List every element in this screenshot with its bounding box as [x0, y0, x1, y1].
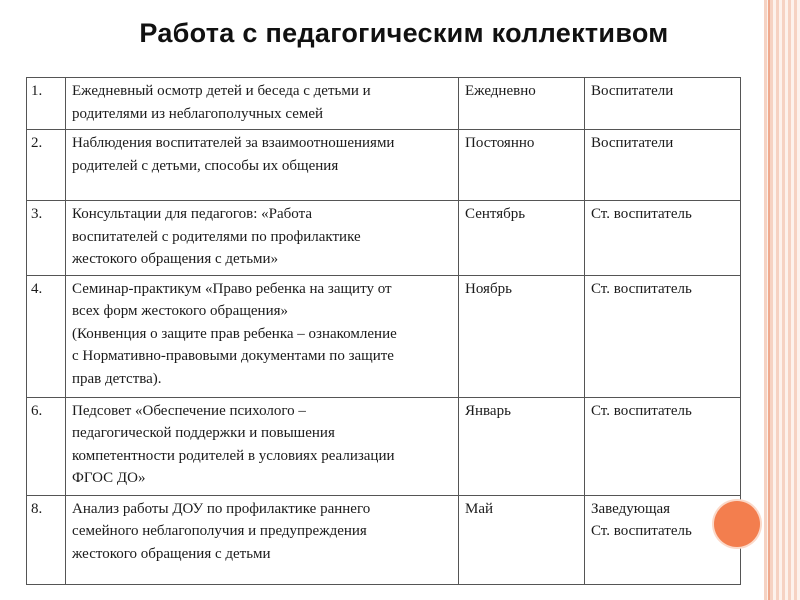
activity-line: компетентности родителей в условиях реализации [72, 447, 395, 464]
activity-cell [66, 130, 459, 201]
responsible-cell [585, 130, 741, 201]
activity-cell [66, 275, 459, 397]
table-row [27, 201, 741, 276]
decorative-side-stripes [764, 0, 800, 600]
responsible-line: Воспитатели [591, 135, 674, 151]
timing-cell: Ноябрь [459, 275, 585, 397]
responsible-line: Ст. воспитатель [591, 206, 692, 222]
timing-cell: Постоянно [459, 130, 585, 201]
row-number: 3. [27, 201, 66, 276]
activity-line: Педсовет «Обеспечение психолого – [72, 402, 306, 419]
activity-cell [66, 397, 459, 495]
row-number: 6. [27, 397, 66, 495]
table-row [27, 397, 741, 495]
activity-line: Анализ работы ДОУ по профилактике раннего [72, 500, 371, 517]
timing-cell: Сентябрь [459, 201, 585, 276]
decorative-orange-circle [714, 501, 760, 547]
timing-cell: Январь [459, 397, 585, 495]
activity-line: Наблюдения воспитателей за взаимоотношениями [72, 135, 395, 151]
responsible-line: Ст. воспитатель [591, 280, 692, 297]
activity-line: прав детства). [72, 370, 162, 387]
activity-line: Семинар-практикум «Право ребенка на защиту от [72, 280, 392, 297]
activity-line: жестокого обращения с детьми [72, 545, 271, 562]
row-number: 2. [27, 130, 66, 201]
activity-line: (Конвенция о защите прав ребенка – ознакомление [72, 325, 397, 342]
row-number: 1. [27, 78, 66, 130]
row-number: 8. [27, 495, 66, 584]
activity-line: семейного неблагополучия и предупреждения [72, 523, 367, 539]
responsible-cell [585, 275, 741, 397]
activity-line: с Нормативно-правовыми документами по защите [72, 348, 394, 364]
activity-line: воспитателей с родителями по профилактике [72, 228, 361, 245]
responsible-cell [585, 78, 741, 130]
responsible-line: Ст. воспитатель [591, 402, 692, 419]
timing-cell: Май [459, 495, 585, 584]
activity-line: родителей с детьми, способы их общения [72, 157, 339, 174]
activity-line: ФГОС ДО» [72, 470, 146, 486]
activity-line: Ежедневный осмотр детей и беседа с детьми и [72, 83, 371, 99]
table-row [27, 130, 741, 201]
table-row [27, 78, 741, 130]
timing-cell: Ежедневно [459, 78, 585, 130]
activity-cell [66, 201, 459, 276]
activities-table [26, 77, 741, 585]
activity-line: Консультации для педагогов: «Работа [72, 206, 312, 222]
activity-cell [66, 78, 459, 130]
activity-line: педагогической поддержки и повышения [72, 425, 335, 441]
responsible-cell [585, 495, 741, 584]
responsible-cell [585, 397, 741, 495]
table-row [27, 275, 741, 397]
activity-line: родителями из неблагополучных семей [72, 105, 324, 122]
responsible-cell [585, 201, 741, 276]
activity-line: жестокого обращения с детьми» [72, 251, 279, 267]
responsible-line: Ст. воспитатель [591, 523, 692, 539]
responsible-line: Воспитатели [591, 83, 674, 99]
activity-cell [66, 495, 459, 584]
row-number: 4. [27, 275, 66, 397]
table-row [27, 495, 741, 584]
responsible-line: Заведующая [591, 500, 671, 517]
page-title: Работа с педагогическим коллективом [139, 18, 669, 48]
activity-line: всех форм жестокого обращения» [72, 303, 288, 319]
